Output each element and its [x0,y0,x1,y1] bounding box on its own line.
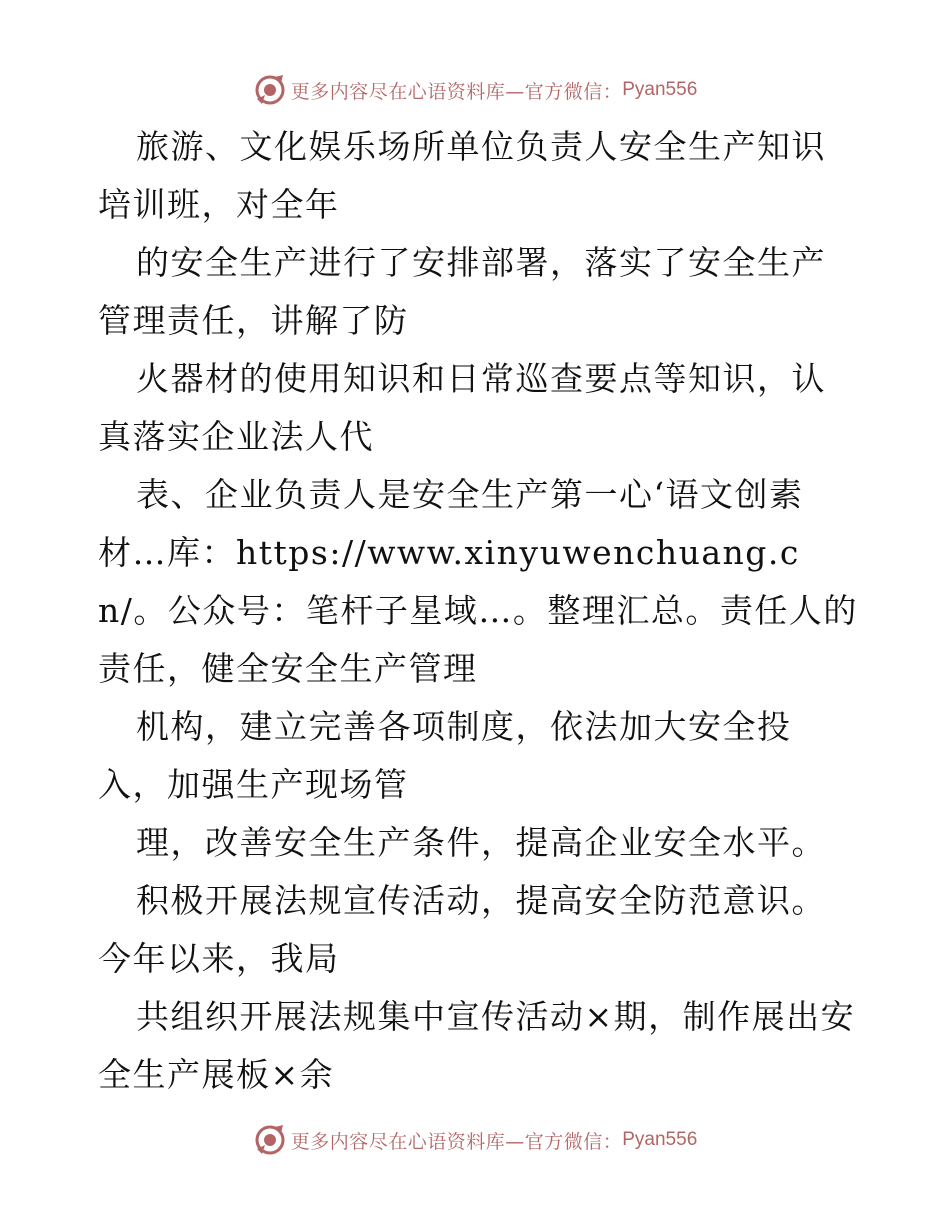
paragraph: 旅游、文化娱乐场所单位负责人安全生产知识培训班，对全年 [98,127,826,224]
paragraph: 理，改善安全生产条件，提高企业安全水平。 [136,823,826,862]
document-body [98,118,858,1104]
footer-banner-text: 更多内容尽在心语资料库—官方微信： [290,1130,623,1153]
paragraph: 共组织开展法规集中宣传活动×期，制作展出安全生产展板×余 [98,997,856,1094]
footer-banner-wechat-id: Pyan556 [622,1129,698,1150]
header-watermark-banner [0,70,950,110]
paragraph: 表、企业负责人是安全生产第一心‘语文创素材…库：https://www.xinyuwenchuang.cn/。公众号：笔杆子星域…。整理汇总。责任人的责任，健全安全生产管理 [98,475,858,688]
pen-logo-icon [253,73,287,107]
header-banner-wechat-id: Pyan556 [622,79,698,100]
paragraph: 火器材的使用知识和日常巡查要点等知识，认真落实企业法人代 [98,359,826,456]
header-banner-text: 更多内容尽在心语资料库—官方微信： [290,80,623,103]
paragraph: 积极开展法规宣传活动，提高安全防范意识。今年以来，我局 [98,881,826,978]
pen-logo-icon [253,1123,287,1157]
paragraph: 机构，建立完善各项制度，依法加大安全投入，加强生产现场管 [98,707,792,804]
paragraph: 的安全生产进行了安排部署，落实了安全生产管理责任，讲解了防 [98,243,826,340]
footer-watermark-banner [0,1120,950,1160]
